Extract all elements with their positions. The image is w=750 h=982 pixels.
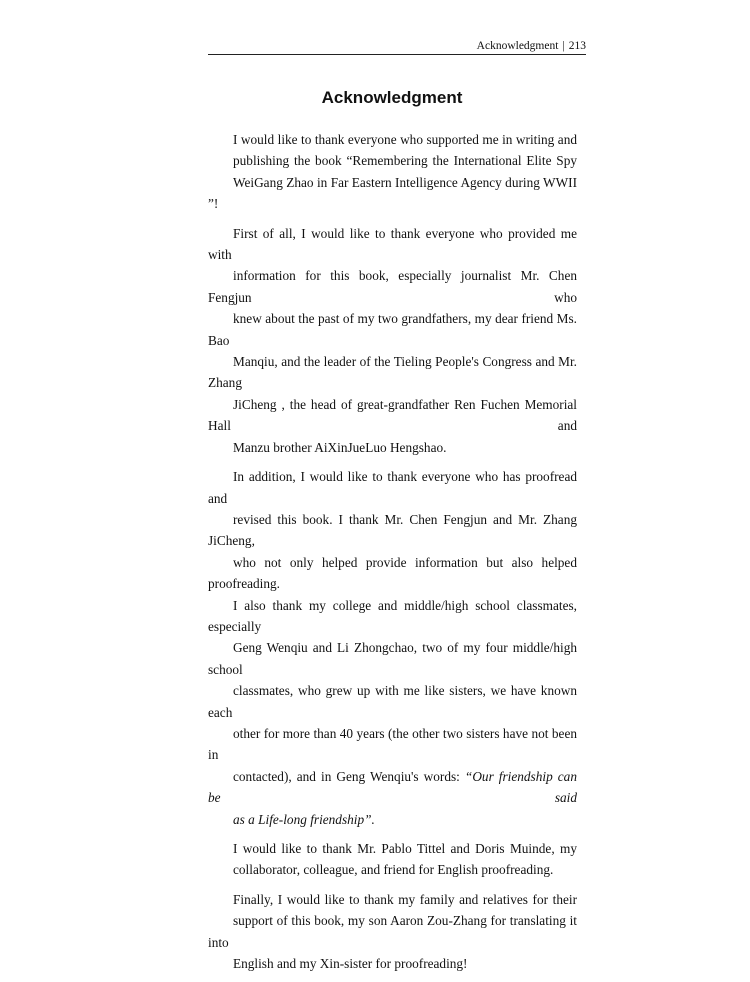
text-line: revised this book. I thank Mr. Chen Fengjun and Mr. Zhang JiCheng, [208,511,577,549]
text-line: WeiGang Zhao in Far Eastern Intelligence Agency during WWII ”! [208,174,577,212]
text-line: First of all, I would like to thank everyone who provided me with [208,225,577,263]
text-line: classmates, who grew up with me like sisters, we have known each [208,683,577,720]
text-line: other for more than 40 years (the other two sisters have not been in [208,725,577,763]
text-line [208,766,577,809]
paragraph-2 [208,223,577,458]
text-line: publishing the book “Remembering the International Elite Spy [233,153,577,169]
text-line: In addition, I would like to thank everyone who has proofread and [208,469,577,506]
text-line: who not only helped provide information but also helped proofreading. [208,554,577,592]
running-header-separator: | [562,40,565,52]
text-line: collaborator, colleague, and friend for English proofreading. [233,862,554,878]
page-number: 213 [568,40,586,52]
paragraph-1 [208,129,577,215]
running-header [208,39,586,54]
paragraph-3 [208,466,577,830]
text-line: information for this book, especially journalist Mr. Chen Fengjun who [208,268,577,305]
text-line: I also thank my college and middle/high school classmates, especially [208,597,577,634]
text-line: knew about the past of my two grandfathers, my dear friend Ms. Bao [208,311,577,348]
text-line: Manqiu, and the leader of the Tieling People's Congress and Mr. Zhang [208,354,577,391]
running-header-title: Acknowledgment [476,40,559,52]
header-rule [208,54,586,55]
quote-text: “Our friendship can be said [208,768,577,806]
paragraph-4 [208,838,577,881]
text-line: I would like to thank Mr. Pablo Tittel and Doris Muinde, my [233,841,577,856]
paragraph-5 [208,889,577,975]
text-line: Finally, I would like to thank my family and relatives for their [233,891,577,907]
chapter-title: Acknowledgment [321,88,463,107]
text-line: English and my Xin-sister for proofreading! [233,956,468,972]
text-line: JiCheng , the head of great-grandfather Ren Fuchen Memorial Hall and [208,396,577,434]
text-line: I would like to thank everyone who supported me in writing and [233,132,577,147]
text-line [208,809,577,830]
text-line: Geng Wenqiu and Li Zhongchao, two of my four middle/high school [208,640,577,677]
body-text [208,129,577,982]
text-line: Manzu brother AiXinJueLuo Hengshao. [233,439,447,455]
text-line: support of this book, my son Aaron Zou-Zhang for translating it into [208,913,577,950]
quote-lead-in: contacted), and in Geng Wenqiu's words: [233,768,465,784]
quote-text: as a Life-long friendship”. [233,811,375,827]
